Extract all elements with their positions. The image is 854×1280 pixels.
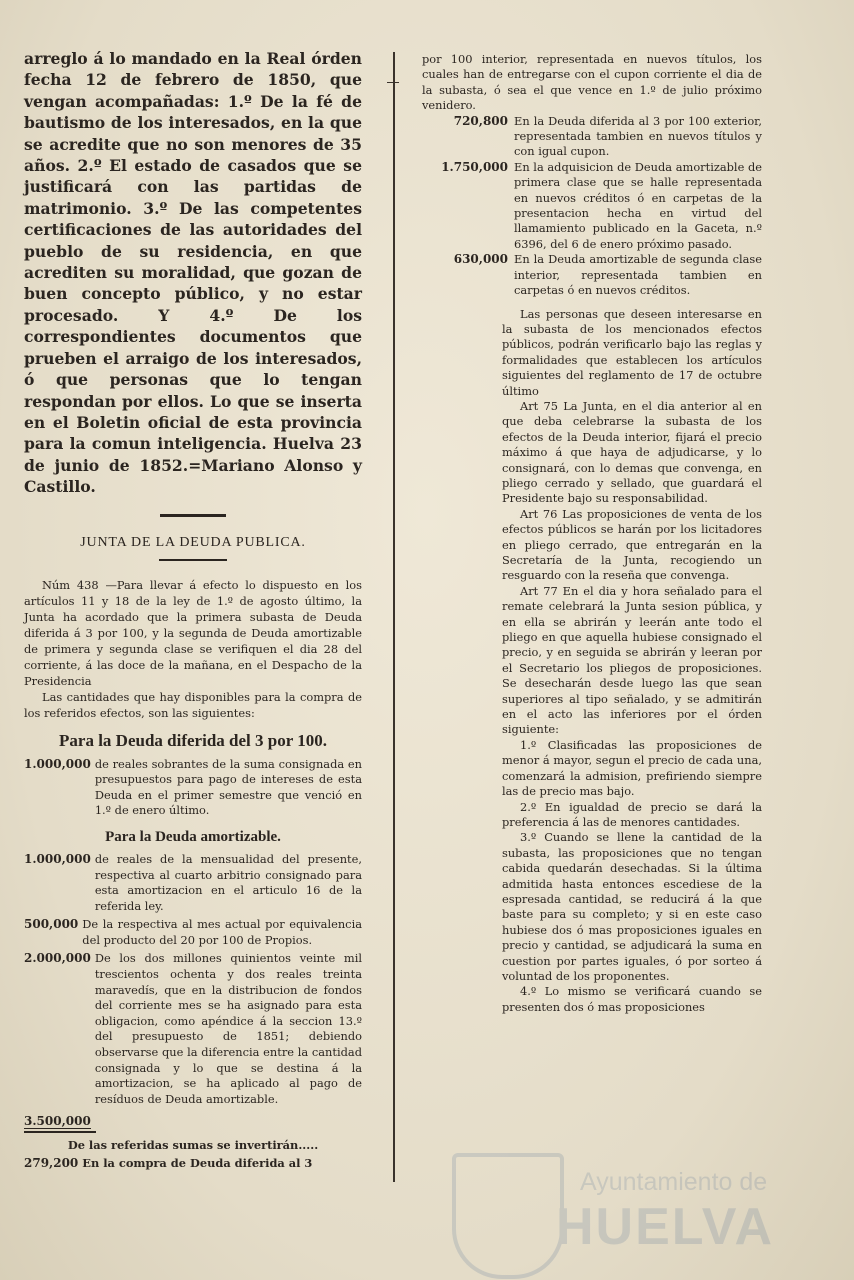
amount-description: de reales de la mensualidad del presente, respectiva al cuarto arbitrio consignado para esta amortizacion en el articulo 16 de la referida ley. [94, 851, 362, 913]
amount-item [422, 252, 762, 298]
heading-rule [159, 559, 227, 561]
column-divider-tick [387, 82, 399, 83]
amount-value: 2.000,000 [24, 951, 91, 966]
rule-4: 4.º Lo mismo se verificará cuando se presenten dos ó mas proposiciones [502, 984, 762, 1014]
amount-description: En la adquisicion de Deuda amortizable de primera clase que se halle representada en nuevos créditos ó en carpetas de la presentacion hecha en virtud del llamamiento publicado en la Gaceta, n.º 6396, del 6 de enero próximo pasado. [514, 159, 762, 251]
right-column [422, 52, 762, 1015]
watermark-line-1: Ayuntamiento de [580, 1168, 768, 1196]
amount-description: De los dos millones quinientos veinte mil trescientos ochenta y dos reales treinta maravedís, que en la distribucion de fondos del corriente mes se ha asignado para esta obligacion, como apéndice á la seccion 13.º del presupuesto de 1851; debiendo observarse que la diferencia entre la cantidad consignada y lo que se destina á la amortizacion, se ha aplicado al pago de resíduos de Deuda amortizable. [94, 951, 362, 1106]
amount-item [24, 757, 362, 819]
amount-value: 500,000 [24, 917, 79, 932]
amount-item [24, 852, 362, 914]
amount-item [24, 1156, 362, 1172]
paragraph: Las personas que deseen interesarse en la subasta de los mencionados efectos públicos, podrán verificarlo bajo las reglas y formalidades que establecen los artículos siguientes del reglamento de 17 de octubre último [502, 306, 762, 398]
total-rule [24, 1131, 96, 1133]
column-divider [393, 52, 395, 1182]
shield-icon [452, 1153, 564, 1279]
subheading-deuda-amortizable: Para la Deuda amortizable. [105, 828, 281, 845]
amount-item [422, 114, 762, 160]
amount-description: De la respectiva al mes actual por equivalencia del producto del 20 por 100 de Propios. [82, 917, 362, 947]
notice-paragraph: Núm 438 —Para llevar á efecto lo dispuesto en los artículos 11 y 18 de la ley de 1.º de agosto último, la Junta ha acordado que la primera subasta de Deuda diferida á 3 por 100, y la segunda de Deuda amortizable de primera y segunda clase se verifiquen el dia 28 del corriente, á las doce de la mañana, en el Despacho de la Presidencia [24, 577, 362, 688]
amount-description: En la compra de Deuda diferida al 3 [82, 1156, 313, 1171]
article-77: Art 77 En el dia y hora señalado para el remate celebrará la Junta sesion pública, y en ella se abrirán y leerán ante todo el pliego en que aquella hubiese consignado el precio, y en seguida se abrirán y leeran por el Secretario los pliegos de proposiciones. Se desecharán desde luego las que sean superiores al tipo señalado, y se admitirán en el acto las inferiores por el órden siguiente: [502, 583, 762, 737]
rule-2: 2.º En igualdad de precio se dará la preferencia á las de menores cantidades. [502, 799, 762, 829]
amount-value: 720,800 [453, 113, 508, 128]
total-amount: 3.500,000 [24, 1114, 91, 1129]
left-column [24, 48, 362, 1175]
amount-value: 1.000,000 [24, 756, 91, 771]
amount-value: 630,000 [453, 252, 508, 267]
announcement-text: arreglo á lo mandado en la Real órden fecha 12 de febrero de 1850, que vengan acompañadas: 1.º De la fé de bautismo de los interesados, en la que se acredite que no son menores de 35 años. 2.º El estado de casados que se justificará con las partidas de matrimonio. 3.º De las competentes certificaciones de las autoridades del pueblo de su residencia, en que acrediten su moralidad, que gozan de buen concepto público, y no estar procesado. Y 4.º De los correspondientes documentos que prueben el arraigo de los interesados, ó que personas que lo tengan respondan por ellos. Lo que se inserta en el Boletin oficial de esta provincia para la comun inteligencia. Huelva 23 de junio de 1852.=Mariano Alonso y Castillo. [24, 49, 362, 497]
watermark-line-2: HUELVA [556, 1198, 775, 1256]
section-heading: JUNTA DE LA DEUDA PUBLICA. [80, 534, 306, 550]
amount-description: En la Deuda amortizable de segunda clase interior, representada tambien en carpetas ó en nuevos créditos. [514, 252, 762, 298]
rule-3: 3.º Cuando se llene la cantidad de la subasta, las proposiciones que no tengan cabida quedarán desechadas. Si la última admitida hasta entonces escediese de la espresada cantidad, se reducirá á la que baste para su completo; y si en este caso hubiese dos ó mas proposiciones iguales en precio y cantidad, se adjudicará la suma en cuestion por partes iguales, ó por sorteo á voluntad de los proponentes. [502, 830, 762, 983]
amount-item [24, 917, 362, 948]
invert-line: De las referidas sumas se invertirán..... [67, 1138, 319, 1153]
amount-item [24, 951, 362, 1107]
amount-value: 1.000,000 [24, 851, 91, 866]
continued-text: por 100 interior, representada en nuevos títulos, los cuales han de entregarse con el cupon corriente el dia de la subasta, ó sea el que vence en 1.º de julio próximo venidero. [422, 52, 762, 113]
amount-value: 279,200 [24, 1156, 79, 1171]
amount-description: de reales sobrantes de la suma consignada en presupuestos para pago de intereses de esta Deuda en el primer semestre que venció en 1.º de enero último. [94, 756, 362, 818]
amount-value: 1.750,000 [441, 159, 508, 174]
rule-1: 1.º Clasificadas las proposiciones de menor á mayor, segun el precio de cada una, comenzará la admision, prefiriendo siempre las de precio mas bajo. [502, 737, 762, 799]
amount-item [422, 160, 762, 252]
regulation-block [502, 307, 762, 1016]
subheading-deuda-diferida: Para la Deuda diferida del 3 por 100. [59, 730, 327, 750]
section-rule [160, 514, 226, 517]
article-76: Art 76 Las proposiciones de venta de los efectos públicos se harán por los licitadores en pliego cerrado, que entregarán en la Secretaría de la Junta, recogiendo un resguardo con la reseña que convenga. [502, 506, 762, 583]
amount-description: En la Deuda diferida al 3 por 100 exterior, representada tambien en nuevos títulos y con igual cupon. [514, 113, 762, 159]
notice-paragraph-2: Las cantidades que hay disponibles para la compra de los referidos efectos, son las siguientes: [24, 689, 362, 720]
article-75: Art 75 La Junta, en el dia anterior al en que deba celebrarse la subasta de los efectos de la Deuda interior, fijará el precio máximo á que haya de adjudicarse, y lo consignará, con lo demas que convenga, en pliego cerrado y sellado, que guardará el Presidente bajo su responsabilidad. [502, 398, 762, 506]
